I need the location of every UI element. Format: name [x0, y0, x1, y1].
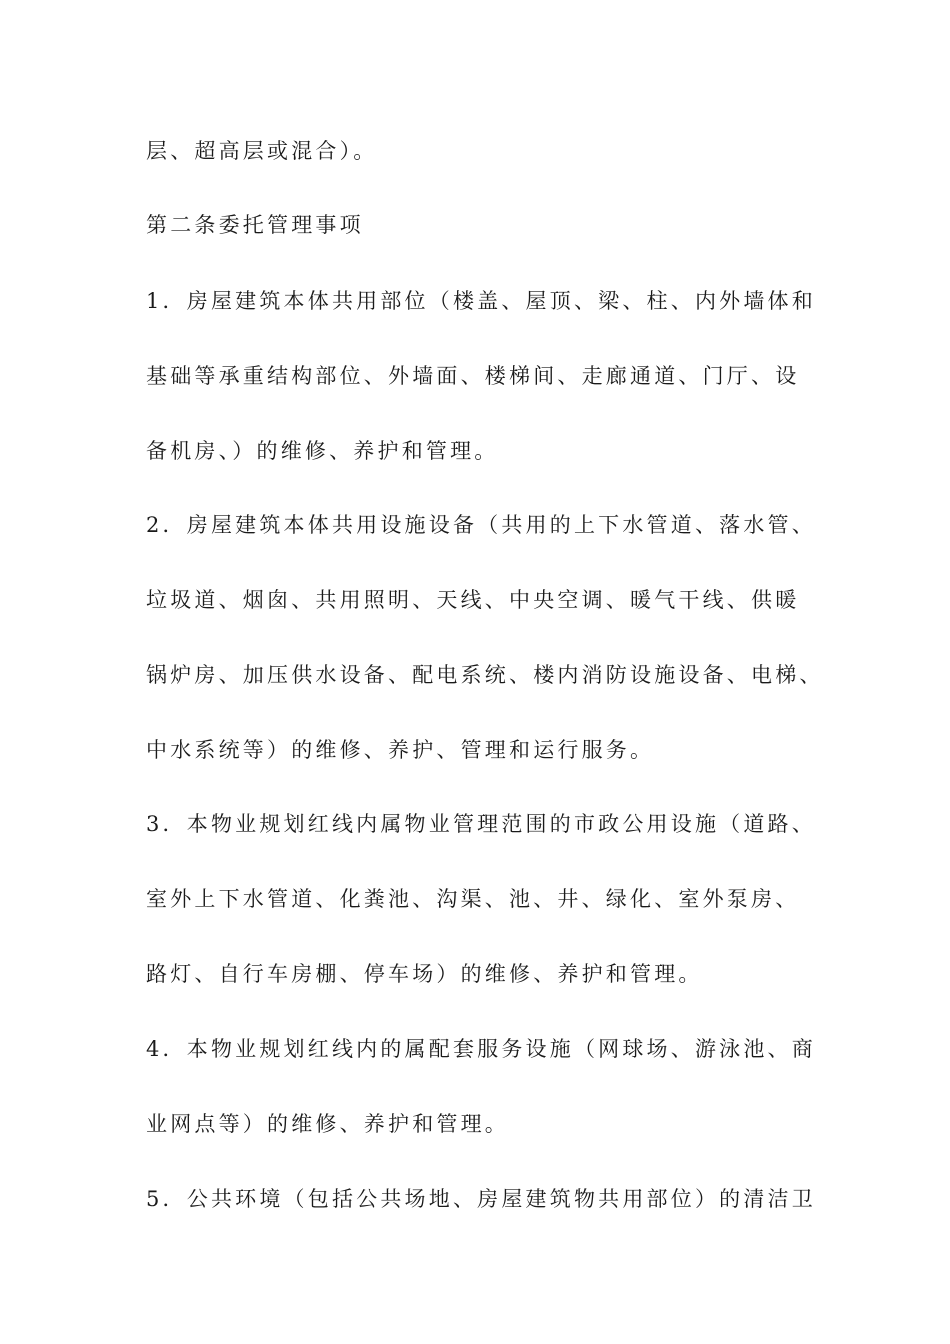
item-2-line-1: 2．房屋建筑本体共用设施设备（共用的上下水管道、落水管、 — [146, 513, 816, 537]
item-1-line-1: 1．房屋建筑本体共用部位（楼盖、屋顶、梁、柱、内外墙体和 — [146, 289, 816, 313]
text-line-continuation: 层、超高层或混合）。 — [146, 139, 378, 163]
item-1-line-2: 基础等承重结构部位、外墙面、楼梯间、走廊通道、门厅、设 — [146, 364, 800, 388]
item-3-line-2: 室外上下水管道、化粪池、沟渠、池、井、绿化、室外泵房、 — [146, 887, 800, 911]
item-4-line-2: 业网点等）的维修、养护和管理。 — [146, 1112, 509, 1136]
item-4-line-1: 4．本物业规划红线内的属配套服务设施（网球场、游泳池、商 — [146, 1037, 816, 1061]
item-2-line-2: 垃圾道、烟囱、共用照明、天线、中央空调、暖气干线、供暖 — [146, 588, 800, 612]
section-heading: 第二条委托管理事项 — [146, 213, 364, 237]
item-3-line-3: 路灯、自行车房棚、停车场）的维修、养护和管理。 — [146, 962, 703, 986]
item-1-line-3: 备机房、）的维修、养护和管理。 — [146, 439, 499, 463]
item-5-line-1: 5．公共环境（包括公共场地、房屋建筑物共用部位）的清洁卫 — [146, 1187, 816, 1211]
item-2-line-4: 中水系统等）的维修、养护、管理和运行服务。 — [146, 738, 655, 762]
item-3-line-1: 3．本物业规划红线内属物业管理范围的市政公用设施（道路、 — [146, 812, 816, 836]
item-2-line-3: 锅炉房、加压供水设备、配电系统、楼内消防设施设备、电梯、 — [146, 663, 824, 687]
